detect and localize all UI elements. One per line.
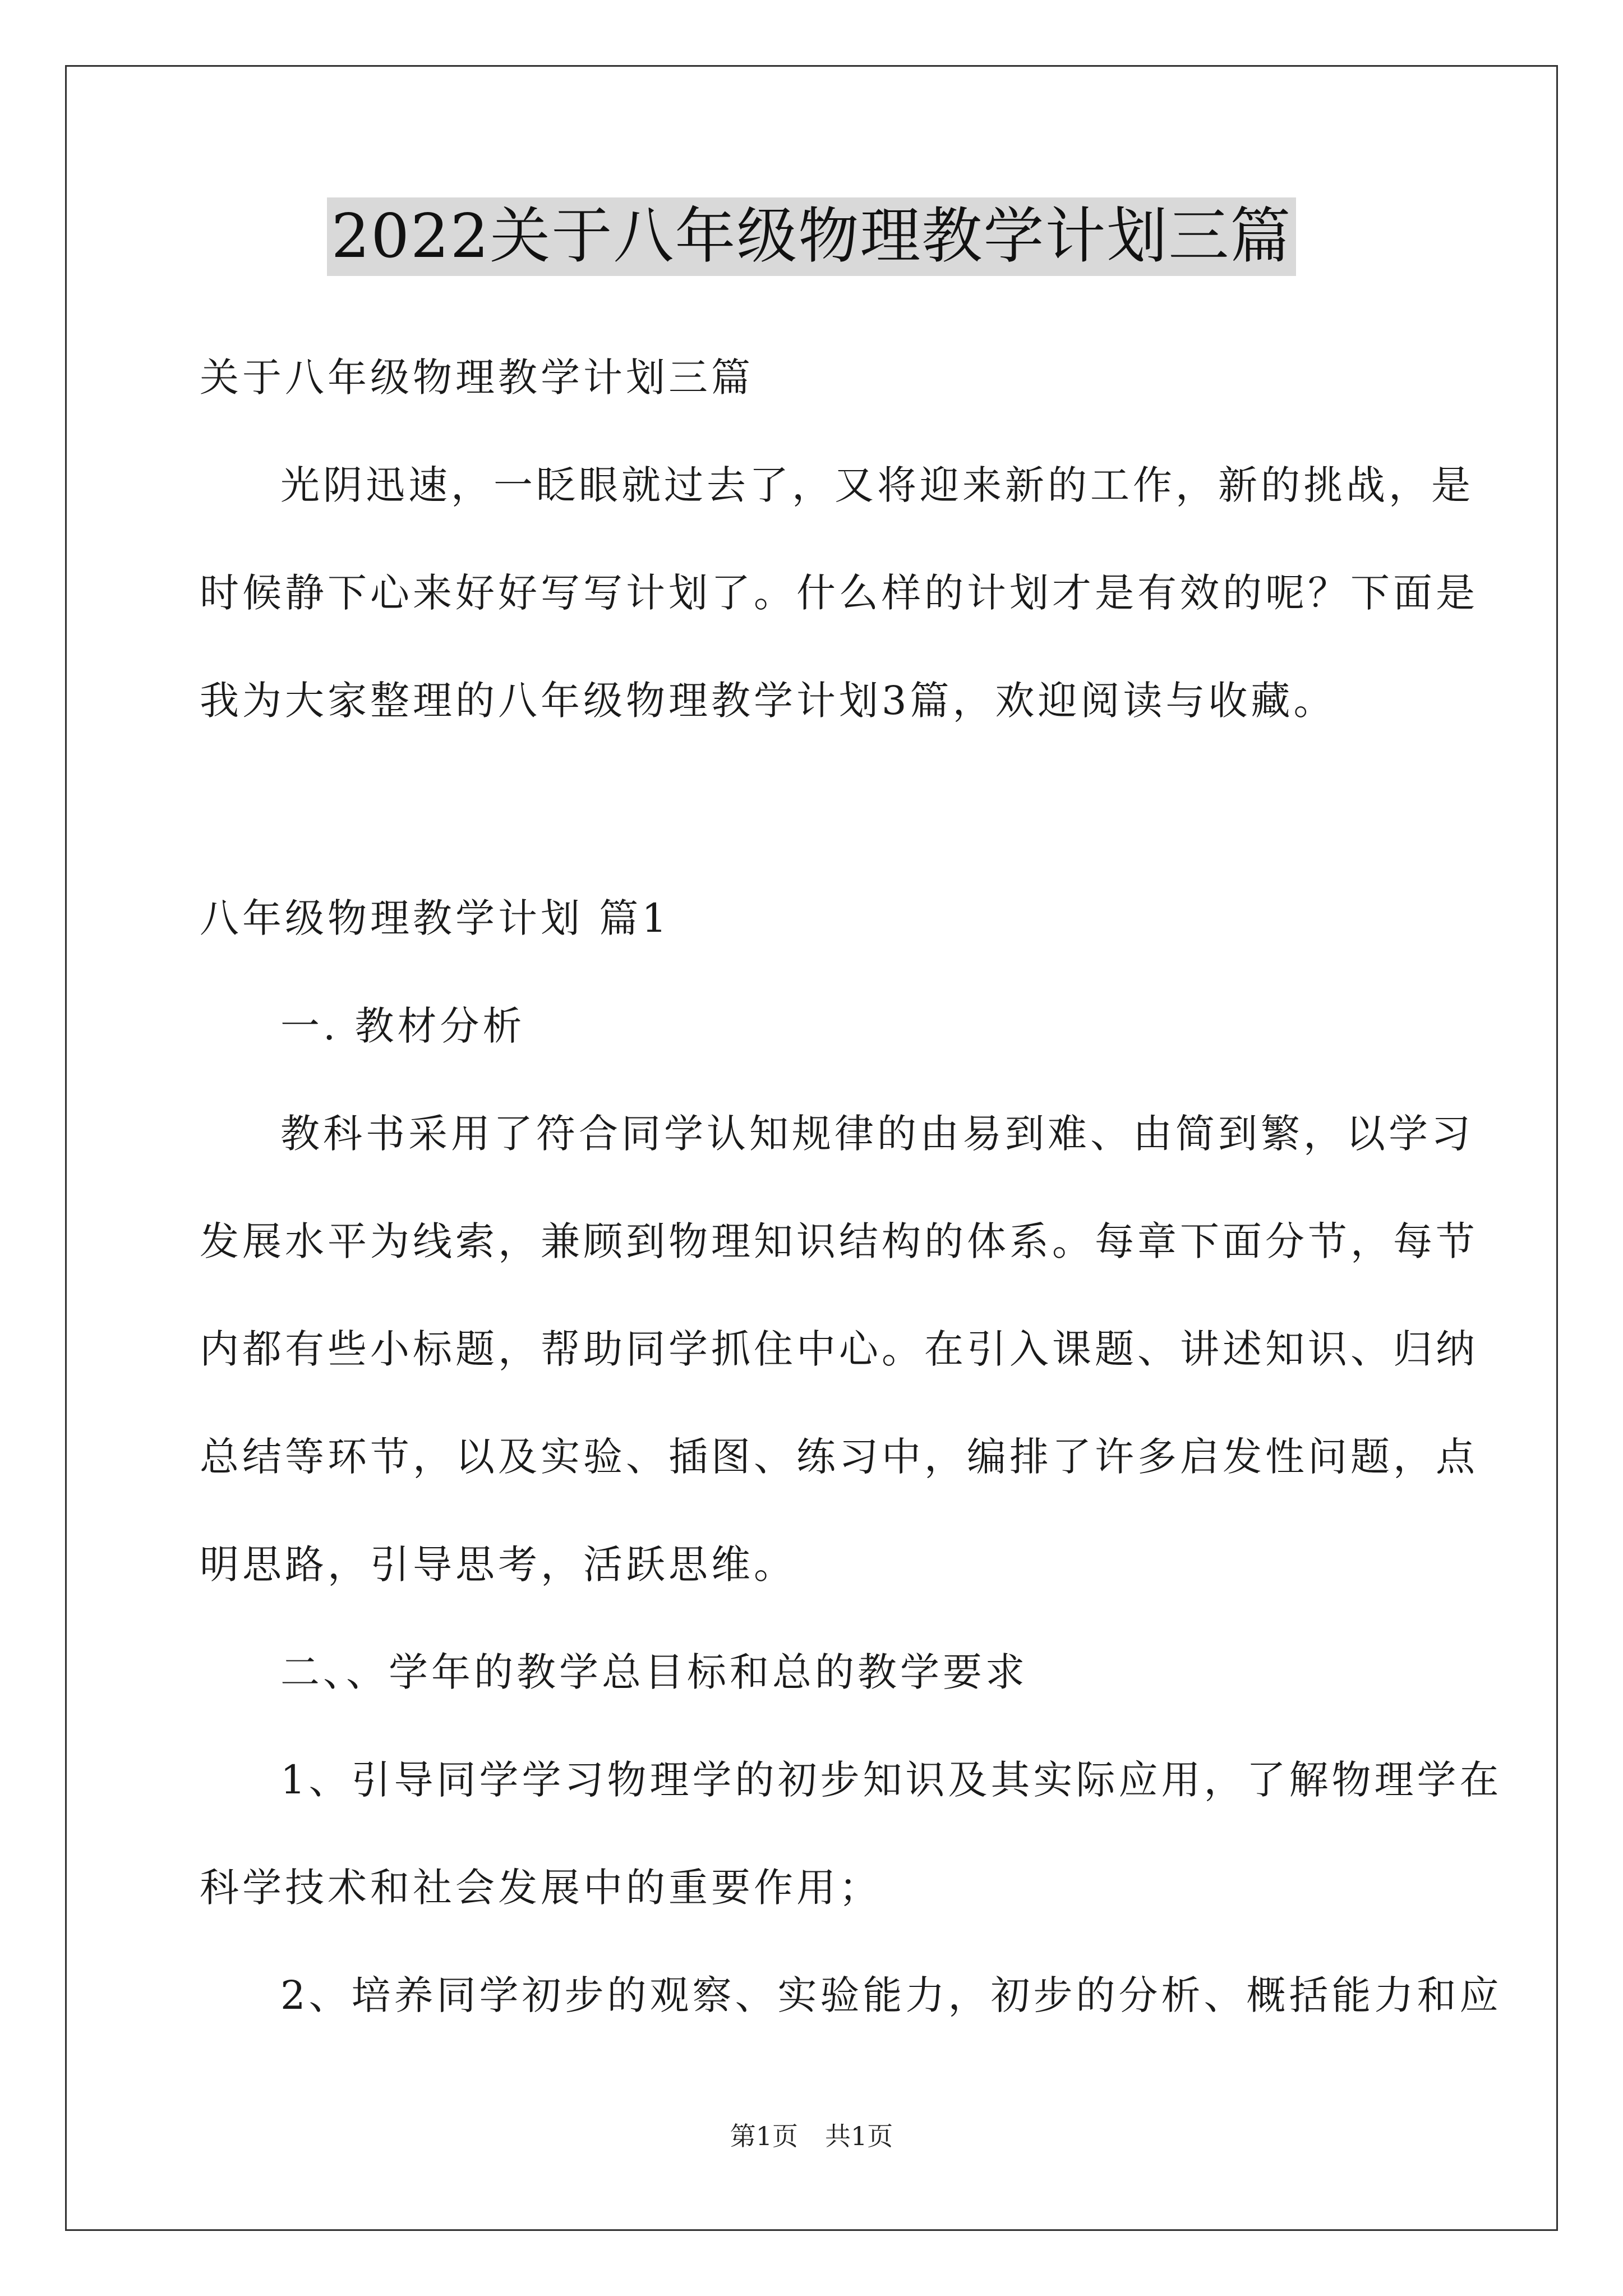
paragraph-line: 明思路，引导思考，活跃思维。 (200, 1542, 796, 1588)
subsection-heading: 二、、学年的教学总目标和总的教学要求 (280, 1649, 1028, 1695)
page-footer (0, 2119, 1623, 2153)
paragraph-line: 2、培养同学初步的观察、实验能力，初步的分析、概括能力和应 (280, 1972, 1502, 2018)
document-title: 2022关于八年级物理教学计划三篇 (327, 197, 1297, 276)
paragraph-line: 发展水平为线索，兼顾到物理知识结构的体系。每章下面分节，每节 (200, 1218, 1478, 1264)
paragraph-line: 时候静下心来好好写写计划了。什么样的计划才是有效的呢？下面是 (200, 570, 1478, 616)
subtitle-line: 关于八年级物理教学计划三篇 (200, 355, 754, 401)
paragraph-line: 光阴迅速，一眨眼就过去了，又将迎来新的工作，新的挑战，是 (280, 462, 1474, 508)
subsection-heading: 一. 教材分析 (280, 1003, 525, 1049)
page-total: 共1页 (825, 2121, 893, 2151)
paragraph-line: 内都有些小标题，帮助同学抓住中心。在引入课题、讲述知识、归纳 (200, 1326, 1478, 1372)
paragraph-line: 1、引导同学学习物理学的初步知识及其实际应用，了解物理学在 (280, 1757, 1502, 1803)
section-heading: 八年级物理教学计划 篇1 (200, 895, 670, 941)
title-block (0, 197, 1623, 276)
paragraph-line: 总结等环节，以及实验、插图、练习中，编排了许多启发性问题，点 (200, 1434, 1478, 1480)
page-number: 第1页 (730, 2121, 798, 2151)
paragraph-line: 教科书采用了符合同学认知规律的由易到难、由简到繁，以学习 (280, 1111, 1474, 1157)
paragraph-line: 科学技术和社会发展中的重要作用； (200, 1865, 882, 1911)
paragraph-line: 我为大家整理的八年级物理教学计划3篇，欢迎阅读与收藏。 (200, 678, 1336, 724)
